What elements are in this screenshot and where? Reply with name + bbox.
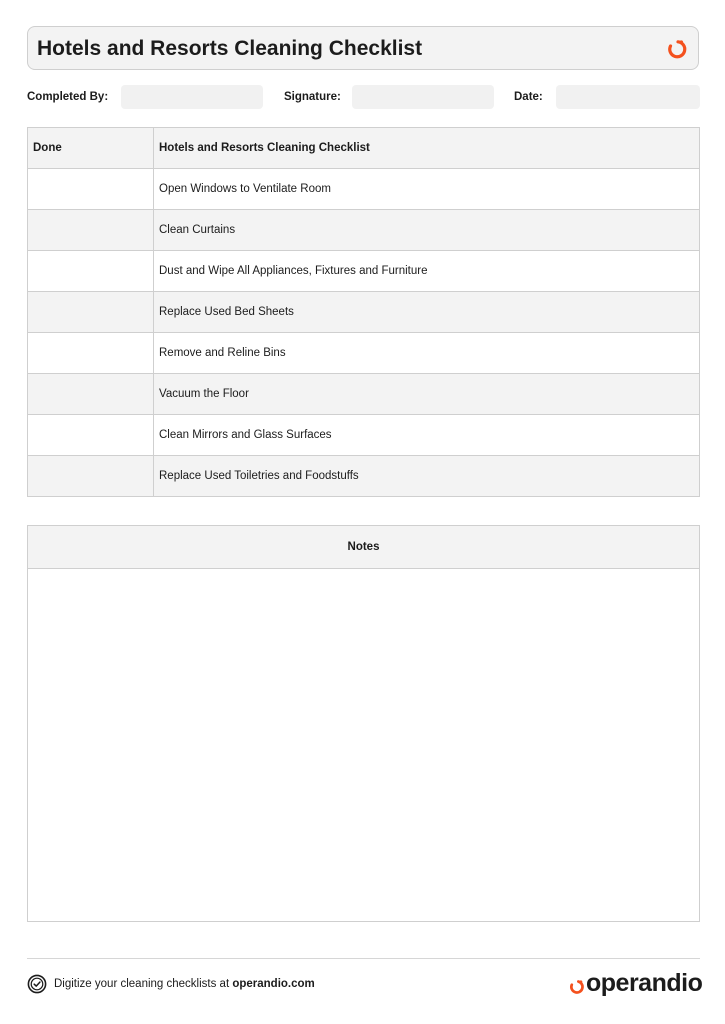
table-row (28, 292, 700, 333)
task-label: Remove and Reline Bins (154, 333, 700, 374)
completed-by-label: Completed By: (27, 91, 109, 103)
footer-divider (27, 958, 700, 959)
task-label: Clean Curtains (154, 210, 700, 251)
notes-area[interactable] (28, 569, 699, 923)
title-bar (27, 26, 699, 70)
table-row (28, 456, 700, 497)
date-field[interactable] (556, 85, 700, 109)
done-checkbox-cell[interactable] (28, 210, 154, 251)
table-row (28, 333, 700, 374)
task-label: Replace Used Toiletries and Foodstuffs (154, 456, 700, 497)
footer-cta-prefix: Digitize your cleaning checklists at (54, 978, 230, 990)
table-header-row (28, 128, 700, 169)
table-row (28, 210, 700, 251)
check-circle-icon (27, 974, 47, 994)
table-row (28, 415, 700, 456)
done-checkbox-cell[interactable] (28, 292, 154, 333)
done-checkbox-cell[interactable] (28, 374, 154, 415)
date-label: Date: (514, 91, 543, 103)
done-checkbox-cell[interactable] (28, 456, 154, 497)
done-checkbox-cell[interactable] (28, 415, 154, 456)
task-label: Open Windows to Ventilate Room (154, 169, 700, 210)
notes-heading: Notes (28, 526, 699, 569)
column-header-done: Done (28, 128, 154, 169)
brand-wordmark: operandio (586, 969, 703, 997)
footer-cta-link[interactable]: operandio.com (232, 978, 315, 990)
checklist-table (27, 127, 700, 497)
task-label: Replace Used Bed Sheets (154, 292, 700, 333)
done-checkbox-cell[interactable] (28, 251, 154, 292)
table-row (28, 374, 700, 415)
done-checkbox-cell[interactable] (28, 169, 154, 210)
notes-section (27, 525, 700, 922)
operandio-logo-icon (664, 37, 688, 61)
column-header-task: Hotels and Resorts Cleaning Checklist (154, 128, 700, 169)
done-checkbox-cell[interactable] (28, 333, 154, 374)
operandio-logo-icon (568, 978, 586, 996)
table-row (28, 251, 700, 292)
task-label: Dust and Wipe All Appliances, Fixtures and Furniture (154, 251, 700, 292)
completed-by-field[interactable] (121, 85, 263, 109)
page-title: Hotels and Resorts Cleaning Checklist (37, 37, 423, 60)
task-label: Clean Mirrors and Glass Surfaces (154, 415, 700, 456)
signature-field[interactable] (352, 85, 494, 109)
table-row (28, 169, 700, 210)
task-label: Vacuum the Floor (154, 374, 700, 415)
signature-label: Signature: (284, 91, 341, 103)
operandio-brand-logo (567, 969, 703, 999)
footer-cta (54, 978, 315, 990)
